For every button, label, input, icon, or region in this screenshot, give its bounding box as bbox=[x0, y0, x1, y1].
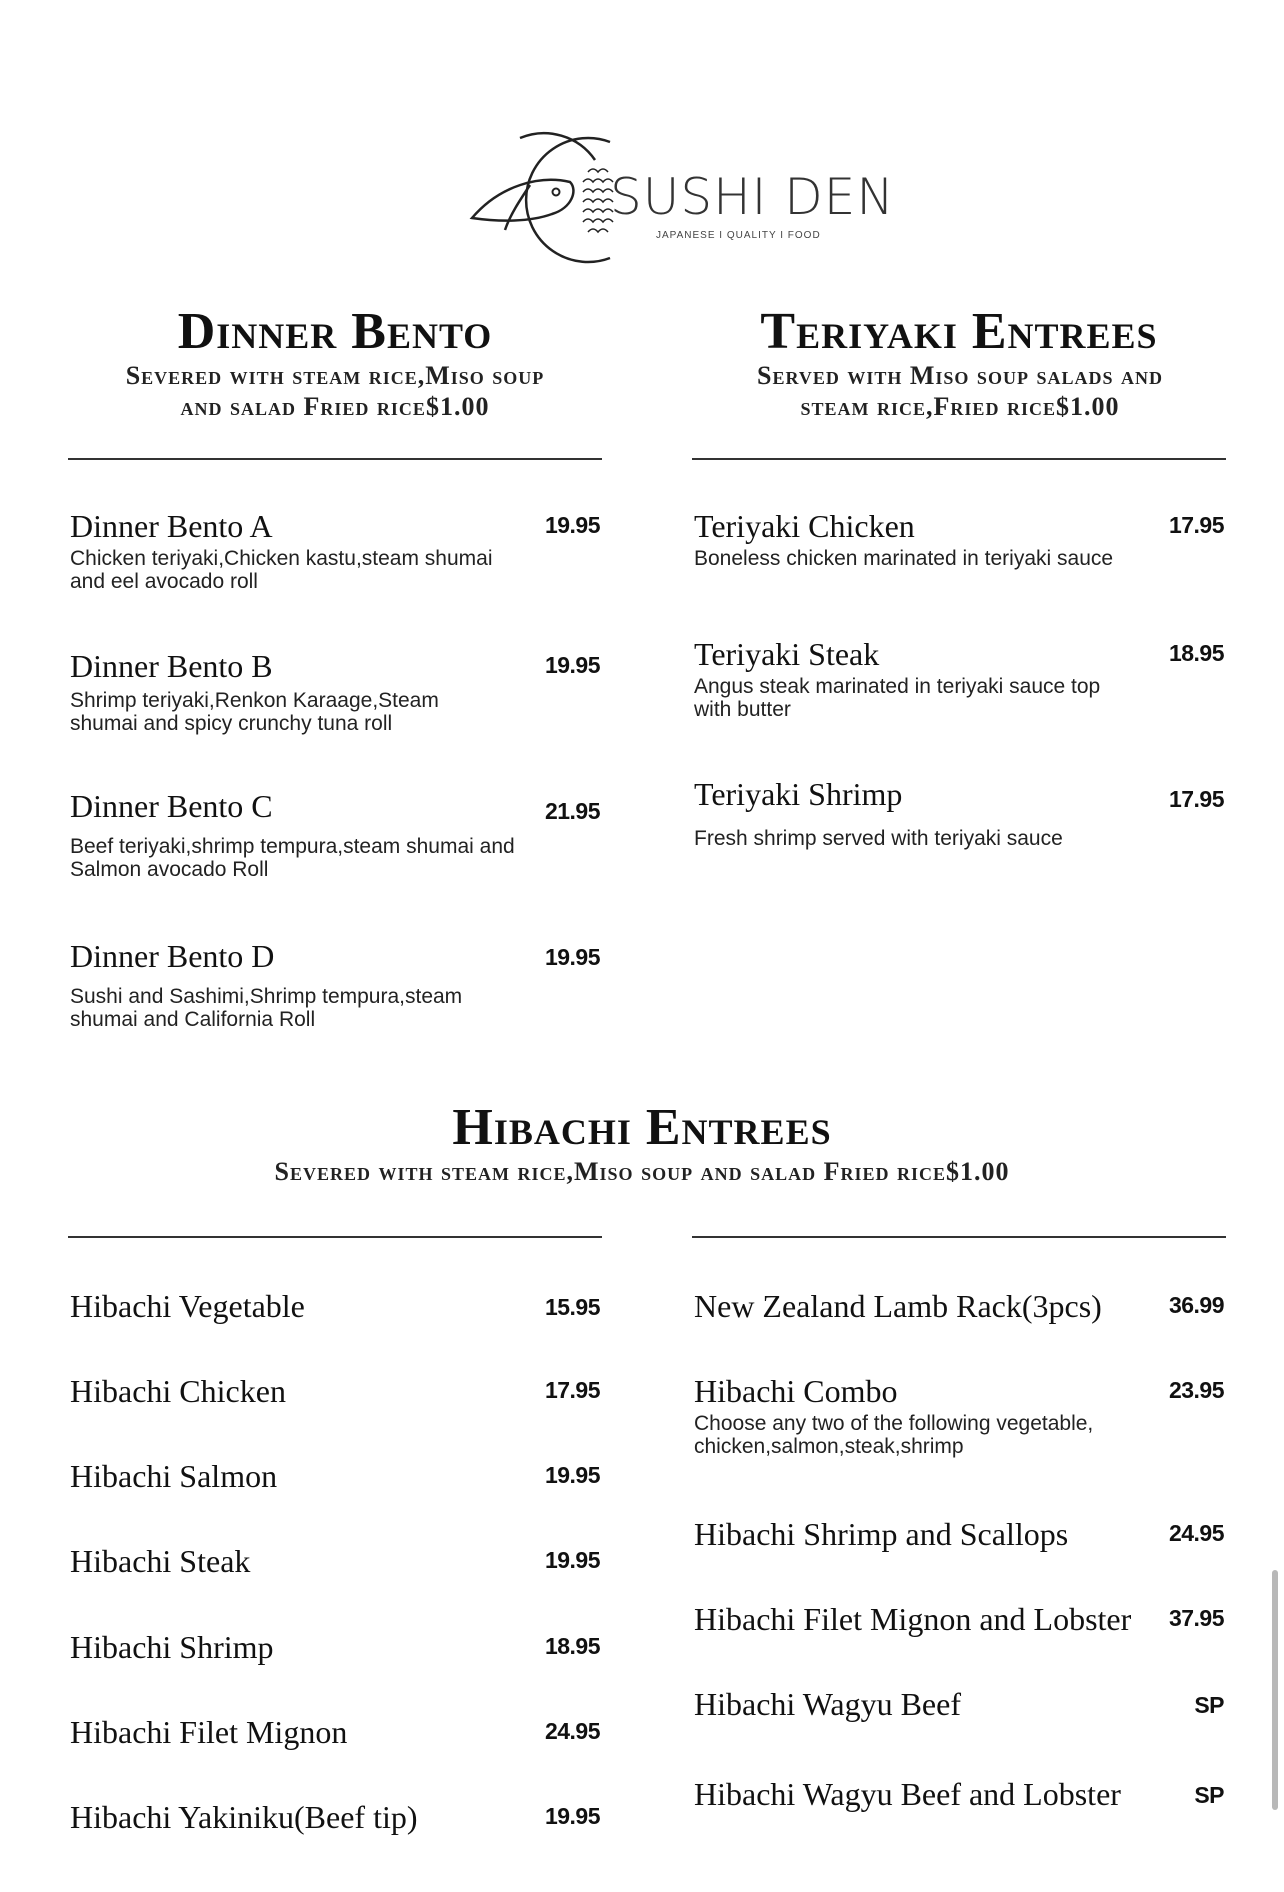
divider bbox=[692, 458, 1226, 460]
menu-item bbox=[70, 648, 600, 735]
item-price: 37.95 bbox=[1168, 1605, 1224, 1631]
item-price: 36.99 bbox=[1168, 1292, 1224, 1318]
item-name: Hibachi Chicken bbox=[70, 1373, 286, 1409]
item-price: 19.95 bbox=[544, 1462, 600, 1488]
menu-item bbox=[70, 1629, 600, 1669]
item-price: 17.95 bbox=[1168, 786, 1224, 812]
teriyaki-title: Teriyaki Entrees bbox=[760, 303, 1158, 360]
item-price: 23.95 bbox=[1168, 1377, 1224, 1403]
item-price: 19.95 bbox=[544, 1547, 600, 1573]
menu-item bbox=[70, 1373, 600, 1413]
scrollbar-thumb[interactable] bbox=[1272, 1570, 1278, 1810]
brand-name: SUSHI DEN bbox=[610, 168, 895, 226]
item-name: Hibachi Salmon bbox=[70, 1458, 278, 1494]
item-name: Dinner Bento C bbox=[70, 788, 273, 824]
menu-item bbox=[694, 1686, 1224, 1726]
item-description: Angus steak marinated in teriyaki sauce top with butter bbox=[694, 675, 1101, 721]
divider bbox=[68, 1236, 602, 1238]
teriyaki-subtitle-line2: steam rice,Fried rice$1.00 bbox=[800, 392, 1120, 421]
item-name: Teriyaki Chicken bbox=[694, 508, 915, 544]
menu-item bbox=[694, 1776, 1224, 1816]
item-description: Choose any two of the following vegetable, chicken,salmon,steak,shrimp bbox=[694, 1412, 1094, 1458]
menu-item bbox=[70, 1799, 600, 1839]
menu-item bbox=[70, 508, 600, 593]
menu-item bbox=[694, 776, 1224, 850]
menu-item bbox=[694, 1516, 1224, 1556]
item-description: Fresh shrimp served with teriyaki sauce bbox=[694, 827, 1063, 850]
menu-item bbox=[70, 1714, 600, 1754]
item-description: Beef teriyaki,shrimp tempura,steam shumai and Salmon avocado Roll bbox=[70, 835, 515, 881]
item-name: Hibachi Yakiniku(Beef tip) bbox=[70, 1799, 418, 1835]
dinner-bento-title: Dinner Bento bbox=[177, 303, 493, 360]
menu-item bbox=[70, 938, 600, 1031]
dinner-bento-subtitle-line1: Severed with steam rice,Miso soup bbox=[125, 361, 545, 390]
item-name: Dinner Bento A bbox=[70, 508, 273, 544]
item-name: Hibachi Wagyu Beef bbox=[694, 1686, 961, 1722]
item-description: Sushi and Sashimi,Shrimp tempura,steam shumai and California Roll bbox=[70, 985, 463, 1031]
item-name: Teriyaki Steak bbox=[694, 636, 880, 672]
item-name: Teriyaki Shrimp bbox=[694, 776, 903, 812]
item-name: New Zealand Lamb Rack(3pcs) bbox=[694, 1288, 1102, 1324]
item-price: 24.95 bbox=[1168, 1520, 1224, 1546]
item-price: 24.95 bbox=[544, 1718, 600, 1744]
item-name: Hibachi Shrimp and Scallops bbox=[694, 1516, 1069, 1552]
item-description: Boneless chicken marinated in teriyaki sauce bbox=[694, 547, 1114, 570]
teriyaki-subtitle-line1: Served with Miso soup salads and bbox=[757, 361, 1163, 390]
item-name: Hibachi Shrimp bbox=[70, 1629, 274, 1665]
item-price: SP bbox=[1194, 1782, 1224, 1808]
menu-item bbox=[694, 636, 1224, 721]
item-description: Chicken teriyaki,Chicken kastu,steam shumai and eel avocado roll bbox=[70, 547, 493, 593]
brand-tagline: JAPANESE I QUALITY I FOOD bbox=[656, 230, 821, 241]
item-price: 17.95 bbox=[1168, 512, 1224, 538]
item-price: 19.95 bbox=[544, 652, 600, 678]
item-name: Hibachi Steak bbox=[70, 1543, 251, 1579]
menu-item bbox=[70, 788, 600, 881]
item-name: Hibachi Vegetable bbox=[70, 1288, 305, 1324]
hibachi-subtitle: Severed with steam rice,Miso soup and salad Fried rice$1.00 bbox=[274, 1157, 1010, 1186]
menu-item bbox=[70, 1458, 600, 1498]
item-name: Hibachi Combo bbox=[694, 1373, 898, 1409]
item-price: SP bbox=[1194, 1692, 1224, 1718]
item-price: 15.95 bbox=[544, 1294, 600, 1320]
teriyaki-subtitle bbox=[680, 360, 1240, 422]
menu-item bbox=[694, 1601, 1224, 1641]
item-price: 19.95 bbox=[544, 512, 600, 538]
item-name: Hibachi Filet Mignon and Lobster bbox=[694, 1601, 1132, 1637]
item-name: Hibachi Wagyu Beef and Lobster bbox=[694, 1776, 1121, 1812]
dinner-bento-subtitle-line2: and salad Fried rice$1.00 bbox=[180, 392, 490, 421]
menu-item bbox=[70, 1288, 600, 1328]
item-name: Hibachi Filet Mignon bbox=[70, 1714, 348, 1750]
item-description: Shrimp teriyaki,Renkon Karaage,Steam shumai and spicy crunchy tuna roll bbox=[70, 689, 439, 735]
divider bbox=[692, 1236, 1226, 1238]
item-price: 19.95 bbox=[544, 944, 600, 970]
dinner-bento-subtitle bbox=[40, 360, 630, 422]
item-price: 18.95 bbox=[544, 1633, 600, 1659]
divider bbox=[68, 458, 602, 460]
menu-item bbox=[694, 1288, 1224, 1328]
item-price: 19.95 bbox=[544, 1803, 600, 1829]
item-price: 18.95 bbox=[1168, 640, 1224, 666]
item-price: 21.95 bbox=[544, 798, 600, 824]
item-name: Dinner Bento B bbox=[70, 648, 273, 684]
menu-item bbox=[694, 508, 1224, 570]
hibachi-title: Hibachi Entrees bbox=[452, 1099, 832, 1156]
menu-item bbox=[694, 1373, 1224, 1458]
menu-item bbox=[70, 1543, 600, 1583]
item-name: Dinner Bento D bbox=[70, 938, 275, 974]
item-price: 17.95 bbox=[544, 1377, 600, 1403]
